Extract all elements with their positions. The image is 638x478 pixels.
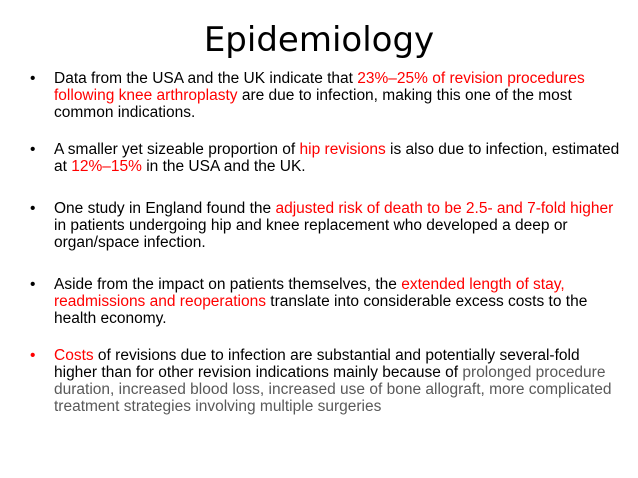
text-run: is also due to infection, estimated at [54, 141, 620, 175]
bullet-marker: • [30, 347, 36, 364]
highlight-run: 12%–15% [71, 158, 142, 175]
bullet-marker: • [30, 141, 36, 158]
bullet-text [54, 347, 622, 415]
bullet-marker: • [30, 70, 36, 87]
text-run: Aside from the impact on patients themselves, the [54, 276, 402, 293]
highlight-run: 23%–25% of revision procedures following knee arthroplasty [54, 70, 585, 104]
bullet-text [54, 70, 622, 121]
bullet-text [54, 141, 622, 175]
slide-title: Epidemiology [203, 20, 435, 60]
highlight-run: hip revisions [299, 141, 386, 158]
bullet-text [54, 200, 622, 251]
text-run: translate into considerable excess costs to the health economy. [54, 293, 588, 327]
text-run: of revisions due to infection are substantial and potentially several-fold higher than for other revision indications mainly because of [54, 347, 580, 381]
text-run: One study in England found the [54, 200, 276, 217]
highlight-run: adjusted risk of death to be 2.5- and 7-fold higher [275, 200, 614, 217]
text-run: Data from the USA and the UK indicate that [54, 70, 358, 87]
text-run: in patients undergoing hip and knee replacement who developed a deep or organ/space infection. [54, 217, 568, 251]
text-run: are due to infection, making this one of the most common indications. [54, 87, 572, 121]
text-run: A smaller yet sizeable proportion of [54, 141, 300, 158]
grey-run: prolonged procedure duration, increased blood loss, increased use of bone allograft, more complicated treatment strategies involving multiple surgeries [54, 364, 612, 415]
bullet-marker: • [30, 276, 36, 293]
bullet-text [54, 276, 622, 327]
highlight-run: extended length of stay, readmissions and reoperations [54, 276, 565, 310]
highlight-run: Costs [54, 347, 94, 364]
text-run: in the USA and the UK. [141, 158, 306, 175]
bullet-marker: • [30, 200, 36, 217]
